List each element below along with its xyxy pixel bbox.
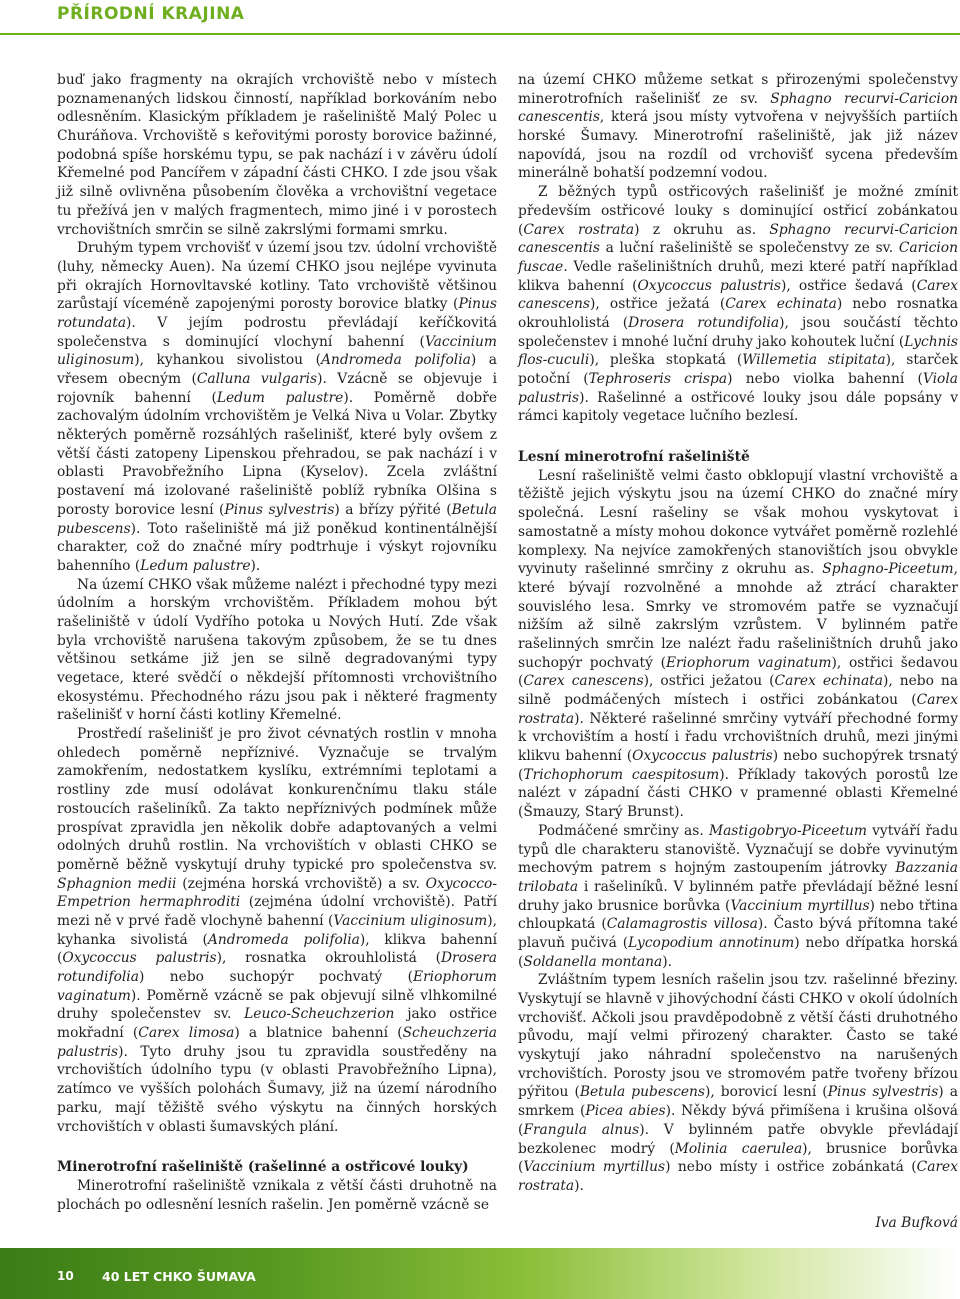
species-name: Carex echinata xyxy=(725,296,837,313)
paragraph xyxy=(518,971,958,1195)
species-name: Lychnis flos-cuculi xyxy=(518,333,958,369)
species-name: Ledum palustre xyxy=(216,389,344,406)
paragraph xyxy=(57,239,497,575)
text: ) nebo violka bahenní ( xyxy=(727,371,923,387)
text: ), kyhanka sivolistá ( xyxy=(57,912,497,948)
text: vytváří řadu typů dle charakteru stanoviště. Vyznačují se dobře vyvinutým mechovým patrem s hojným zastoupením játrovky xyxy=(518,822,958,877)
species-name: Sphagno recurvi-Caricion canescentis xyxy=(518,90,959,126)
species-name: Andromeda polifolia xyxy=(207,931,360,948)
text: Na území CHKO však můžeme nalézt i přechodné typy mezi údolním a horským vrchovištěm. Příkladem mohou být rašeliniště v údolí Vydřího potoka u Nových Hutí. Zde však byla vrchoviště narušena takovým způsobem, že se tu dnes většinou setkáme již jen se silně degradovanými typy vegetace, které svědčí o někdejší přítomnosti vrchovištního ekosystému. Přechodného rázu jsou pak i některé fragmenty rašelinišť v horní části kotliny Křemelné. xyxy=(57,576,497,724)
paragraph xyxy=(518,71,958,183)
text: ) a smrkem ( xyxy=(518,1084,958,1120)
text: ), brusnice borůvka ( xyxy=(518,1140,958,1176)
text: Prostředí rašelinišť je pro život cévnatých rostlin v mnoha ohledech poměrně nepříznivé. Vyznačuje se trvalým zamokřením, nedostatkem kyslíku, extrémními teplotami a rostliny zde musí odolávat konkurenčnímu tlaku stále rostoucích rašeliníků. Za takto nepříznivých podmínek může prospívat zpravidla jen několik dobře adaptovaných a velmi odolných druhů rostlin. Na vrchovištích v oblasti CHKO se poměrně běžně vyskytují druhy typické pro společenstva sv. xyxy=(57,726,497,873)
species-name: Carex rostrata xyxy=(523,221,635,238)
text: ) nebo suchopýrek trsnatý ( xyxy=(518,748,958,783)
text: ), pleška stopkatá ( xyxy=(589,352,743,369)
author-signature: Iva Bufková xyxy=(875,1214,958,1231)
text: i rašeliníků. V bylinném patře převládají běžné lesní druhy jako brusnice borůvka ( xyxy=(518,878,958,914)
text: ). Často bývá přítomna také plavuň pučivá ( xyxy=(518,916,958,951)
text: ). xyxy=(574,1177,584,1194)
species-name: Pinus sylvestris xyxy=(827,1084,939,1101)
species-name: Oxycoccus palustris xyxy=(637,277,782,294)
text: ) a břízy pýřité ( xyxy=(334,501,452,518)
species-name: Oxycoccus palustris xyxy=(632,748,773,765)
species-name: Andromeda polifolia xyxy=(320,352,471,369)
species-name: Pinus rotundata xyxy=(57,296,497,331)
right-column xyxy=(518,71,958,1232)
text: na území CHKO můžeme setkat s přirozenými společenstvy minerotrofních rašelinišť ze sv. xyxy=(518,72,958,107)
text: jako ostřice mokřadní ( xyxy=(57,1006,497,1042)
text: ) nebo místy i ostřice zobánkatá ( xyxy=(665,1159,917,1176)
text: ) z okruhu as. xyxy=(634,221,770,238)
paragraph xyxy=(57,71,497,239)
text: ) nebo dřípatka horská ( xyxy=(518,934,958,970)
text: buď jako fragmenty na okrajích vrchoviště nebo v místech poznamenaných lidskou činností, například borkováním nebo odlesněním. Klasickým příkladem je rašeliniště Malý Polec u Churáňova. Vrchoviště s keřovitými porosty borovice bažinné, podobná spíše horskému typu, se pak nachází i v závěru údolí Křemelné pod Pancířem v západní části CHKO. I zde jsou však již silně ovlivněna působením člověka a vrchovištní vegetace tu přežívá jen v malých fragmentech, mimo jiné i v porostech vrchovištních smrčin se silně zakrslými formami smrku. xyxy=(57,72,497,238)
text: ). Rašelinné a ostřicové louky jsou dále popsány v rámci kapitoly vegetace lučního bezlesí. xyxy=(518,389,958,425)
text: ), ostřici šedavou ( xyxy=(518,654,958,690)
section-heading: Minerotrofní rašeliniště (rašelinné a ostřicové louky) xyxy=(57,1159,469,1176)
text: ) a blatnice bahenní ( xyxy=(234,1025,403,1042)
species-name: Carex limosa xyxy=(138,1025,235,1042)
text: Lesní rašeliniště velmi často obklopují vlastní vrchoviště a těžiště jejich výskytu jsou na území CHKO do značné míry společná. Lesní rašeliny se však mohou vyskytovat i samostatně a místy mohou dokonce vytvářet poměrně rozlehlé komplexy. Na nejvíce zamokřených stanovištích jsou obvykle vyvinuty rašelinné smrčiny z okruhu as. xyxy=(518,467,958,578)
species-name: Soldanella montana xyxy=(523,953,663,970)
species-name: Molinia caerulea xyxy=(674,1140,803,1157)
paragraph xyxy=(518,467,958,822)
text: ). Tyto druhy jsou tu zpravidla soustředěny na vrchovištích údolního typu (v oblasti Pravobřežního Lipna), zatímco ve vyšších polohách Šumavy, již na území národního parku, mají těžiště svého výskytu na činných horských vrchovištích v oblasti šumavských plání. xyxy=(57,1043,497,1135)
paragraph xyxy=(57,1177,497,1214)
paragraph xyxy=(57,725,497,1136)
species-name: Ledum palustre xyxy=(140,557,251,574)
text: ). xyxy=(662,953,673,970)
text: ). Toto rašeliniště má již poněkud kontinentálnější charakter, což do značné míry podtrhuje i výskyt rojovníku bahenního ( xyxy=(57,520,497,574)
left-column xyxy=(57,71,497,1214)
species-name: Lycopodium annotinum xyxy=(628,934,795,951)
species-name: Carex echinata xyxy=(774,673,883,690)
species-name: Bazzania trilobata xyxy=(518,860,958,895)
species-name: Pinus sylvestris xyxy=(224,501,335,518)
section-title: PŘÍRODNÍ KRAJINA xyxy=(57,4,245,24)
text: Minerotrofní rašeliniště vznikala z větší části druhotně na plochách po odlesnění lesních rašelin. Jen poměrně vzácně se xyxy=(57,1177,497,1213)
text: , které bývají rozvolněné a mnohde až ztrácí charakter souvislého lesa. Smrky ve stromovém patře se vyznačují nižším až silně zakrslým vzrůstem. V bylinném patře rašelinných smrčin lze nalézt řadu rašeliništních druhů jako suchopýr pochvatý ( xyxy=(518,561,958,671)
species-name: Carex rostrata xyxy=(518,1159,958,1194)
species-name: Carex canescens xyxy=(518,277,959,313)
text: Druhým typem vrchovišť v území jsou tzv. údolní vrchoviště (luhy, německy Auen). Na území CHKO jsou nejlépe vyvinuta při okrajích Hornovltavské kotliny. Tato vrchoviště většinou zarůstají víceméně zapojenými porosty borovice blatky ( xyxy=(57,240,497,313)
text: ). Vzácně se objevuje i rojovník bahenní ( xyxy=(57,371,497,406)
species-name: Sphagnion medii xyxy=(57,875,177,892)
text: ), nebo na silně podmáčených místech i ostřici zobánkatou ( xyxy=(518,673,958,708)
paragraph xyxy=(518,183,958,426)
species-name: Calluna vulgaris xyxy=(196,371,318,387)
species-name: Drosera rotundifolia xyxy=(57,950,497,985)
text: ), starček potoční ( xyxy=(518,352,958,387)
species-name: Drosera rotundifolia xyxy=(628,314,780,331)
text: Podmáčené smrčiny as. xyxy=(538,822,709,839)
species-name: Frangula alnus xyxy=(523,1121,640,1138)
text: ). V jejím podrostu převládají keříčkovitá společenstva s dominující vlochyní bahenní ( xyxy=(57,314,497,350)
text: ), ostřice šedavá ( xyxy=(781,277,917,294)
species-name: Trichophorum caespitosum xyxy=(523,766,720,783)
species-name: Betula pubescens xyxy=(579,1084,705,1101)
header-rule xyxy=(0,33,960,35)
species-name: Eriophorum vaginatum xyxy=(57,969,497,1004)
text: , která jsou místy vytvořena v nejvyšších partiích horské Šumavy. Minerotrofní rašeliniště, jak již název napovídá, jsou na rozdíl od vrchovišť sycena především minerálně bohatší podzemní vodou. xyxy=(518,109,958,182)
text: ) a vřesem obecným ( xyxy=(57,352,498,387)
text: ), borovicí lesní ( xyxy=(704,1084,828,1101)
species-name: Calamagrostis villosa xyxy=(606,916,758,933)
text: ) nebo třtina chloupkatá ( xyxy=(518,897,958,933)
text: ), jsou součástí těchto společenstev i mnohé luční druhy jako kohoutek luční ( xyxy=(518,314,958,350)
text: ). Někdy bývá přimíšena i krušina olšová ( xyxy=(518,1103,958,1138)
species-name: Tephroseris crispa xyxy=(588,371,728,387)
text: ). Některé rašelinné smrčiny vytváří přechodné formy k vrchovištím a hostí i řadu vrchovištních druhů, mezi jinými klikvu bahenní ( xyxy=(518,710,958,765)
text: ), ostřici ježatou ( xyxy=(643,673,775,690)
text: ), kyhankou sivolistou ( xyxy=(134,352,321,369)
species-name: Willemetia stipitata xyxy=(742,352,886,369)
text: ). V bylinném patře obvykle převládají bezkolenec modrý ( xyxy=(518,1121,958,1157)
text: ). Poměrně dobře zachovalým údolním vrchovištěm je Velká Niva u Volar. Zbytky některých poměrně rozsáhlých rašelinišť, které byly ovšem z větší části zatopeny Lipenskou přehradou, se pak nachází i v oblasti Pravobřežního Lipna (Kyselov). Zcela zvláštní postavení má izolované rašeliniště poblíž rybníka Olšina s porosty borovice lesní ( xyxy=(57,389,497,518)
text: ). Poměrně vzácně se pak objevují silně vlhkomilné druhy společenstev sv. xyxy=(57,987,497,1023)
species-name: Betula pubescens xyxy=(57,501,497,537)
text: ), klikva bahenní ( xyxy=(57,931,497,967)
species-name: Vaccinium uliginosum xyxy=(57,333,497,369)
text: ) nebo suchopýr pochvatý ( xyxy=(138,969,414,985)
section-heading: Lesní minerotrofní rašeliniště xyxy=(518,449,750,466)
species-name: Eriophorum vaginatum xyxy=(665,654,832,671)
text: ), ostřice ježatá ( xyxy=(589,296,726,313)
species-name: Sphagno-Piceetum xyxy=(822,561,954,578)
text: ). xyxy=(250,557,261,574)
species-name: Mastigobryo-Piceetum xyxy=(708,822,867,839)
species-name: Scheuchzeria palustris xyxy=(57,1025,497,1060)
paragraph xyxy=(518,822,958,972)
text: ). Příklady takových porostů lze nalézt v západní části CHKO v pramenné oblasti Křemelné (Šmauzy, Starý Brunst). xyxy=(518,766,958,821)
text: Zvláštním typem lesních rašelin jsou tzv. rašelinné březiny. Vyskytují se hlavně v jihovýchodní části CHKO v okolí údolních vrchovišť. Ačkoli jsou pravděpodobně z větší části druhotného původu, mají velmi přirozený charakter. Často se také vyskytují jako náhradní společenstvo na narušených vrchovištích. Porosty jsou ve stromovém patře tvořeny břízou pýřitou ( xyxy=(518,972,958,1101)
species-name: Leuco-Scheuchzerion xyxy=(244,1006,395,1023)
text: ) nebo rosnatka okrouhlolistá ( xyxy=(518,296,958,331)
species-name: Carex rostrata xyxy=(518,692,958,727)
text: (zejména údolní vrchoviště). Patří mezi ně v prvé řadě vlochyně bahenní ( xyxy=(57,894,497,929)
text: ), rosnatka okrouhlolistá ( xyxy=(216,950,441,967)
species-name: Vaccinium myrtillus xyxy=(730,897,870,914)
text: (zejména horská vrchoviště) a sv. xyxy=(176,875,426,892)
text: a luční rašeliniště se společenstvy ze sv. xyxy=(599,240,899,257)
text: Vedle rašeliništních druhů, mezi které patří například klikva bahenní ( xyxy=(518,258,958,294)
species-name: Picea abies xyxy=(585,1103,666,1120)
text: Z běžných typů ostřicových rašelinišť je možné zmínit především ostřicové louky s dominující ostřicí zobánkatou ( xyxy=(518,184,958,238)
species-name: Oxycocco-Empetrion hermaphroditi xyxy=(57,875,497,911)
species-name: Oxycoccus palustris xyxy=(62,950,217,967)
publication-title: 40 LET CHKO ŠUMAVA xyxy=(102,1269,256,1284)
species-name: Viola palustris xyxy=(518,371,958,406)
species-name: Vaccinium uliginosum xyxy=(333,912,488,929)
species-name: Vaccinium myrtillus xyxy=(523,1159,666,1176)
species-name: Caricion fuscae. xyxy=(518,240,958,275)
species-name: Carex canescens xyxy=(523,673,644,690)
paragraph xyxy=(57,576,497,726)
species-name: Sphagno recurvi-Caricion canescentis xyxy=(518,221,959,257)
page-number: 10 xyxy=(57,1269,74,1283)
